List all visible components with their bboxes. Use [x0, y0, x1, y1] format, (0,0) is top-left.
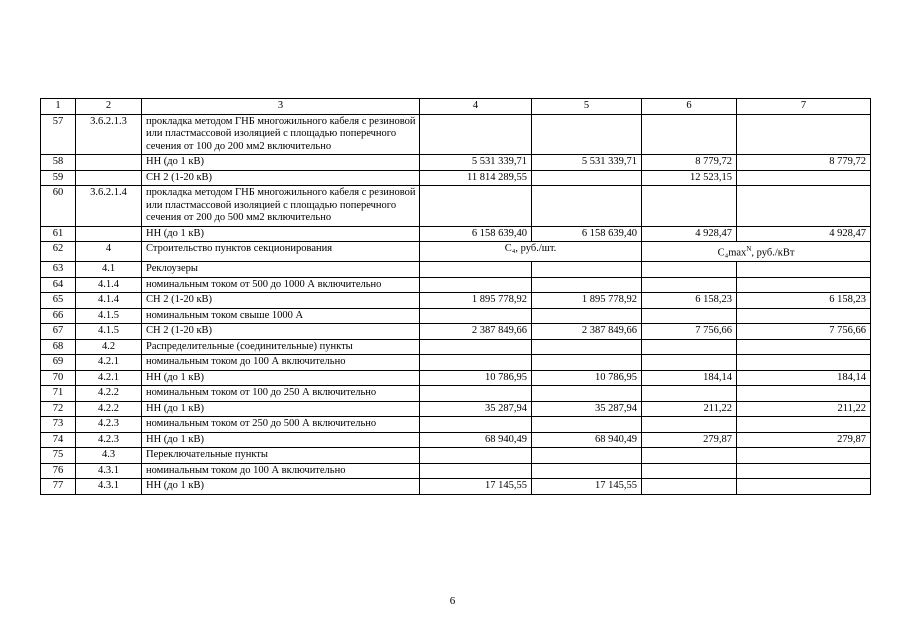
merged-unit-header-cell: C₄, руб./шт. — [420, 242, 642, 262]
table-row — [41, 463, 871, 479]
value-cell-col7: 6 158,23 — [737, 293, 871, 309]
row-number-cell: 60 — [41, 186, 76, 227]
description-cell: НН (до 1 кВ) — [142, 479, 420, 495]
table-row — [41, 226, 871, 242]
value-cell-col5 — [532, 417, 642, 433]
row-number-cell: 77 — [41, 479, 76, 495]
value-cell-col5 — [532, 308, 642, 324]
value-cell-col5: 17 145,55 — [532, 479, 642, 495]
value-cell-col4: 17 145,55 — [420, 479, 532, 495]
table-header-row — [41, 99, 871, 115]
item-code-cell: 3.6.2.1.4 — [76, 186, 142, 227]
row-number-cell: 69 — [41, 355, 76, 371]
value-cell-col4: 68 940,49 — [420, 432, 532, 448]
description-cell: номинальным током до 100 А включительно — [142, 355, 420, 371]
table-row — [41, 339, 871, 355]
value-cell-col4: 5 531 339,71 — [420, 155, 532, 171]
row-number-cell: 67 — [41, 324, 76, 340]
item-code-cell: 4.2.1 — [76, 355, 142, 371]
description-cell: НН (до 1 кВ) — [142, 370, 420, 386]
value-cell-col5: 10 786,95 — [532, 370, 642, 386]
value-cell-col6 — [642, 417, 737, 433]
description-cell: номинальным током от 500 до 1000 А включительно — [142, 277, 420, 293]
description-cell: номинальным током до 100 А включительно — [142, 463, 420, 479]
value-cell-col7: 7 756,66 — [737, 324, 871, 340]
row-number-cell: 65 — [41, 293, 76, 309]
description-cell: НН (до 1 кВ) — [142, 401, 420, 417]
row-number-cell: 71 — [41, 386, 76, 402]
value-cell-col7 — [737, 386, 871, 402]
table-row — [41, 324, 871, 340]
table-row — [41, 262, 871, 278]
unit-label-superscript: N — [746, 245, 752, 253]
value-cell-col5 — [532, 355, 642, 371]
description-cell: СН 2 (1-20 кВ) — [142, 293, 420, 309]
column-header: 7 — [737, 99, 871, 115]
value-cell-col6: 7 756,66 — [642, 324, 737, 340]
value-cell-col6 — [642, 277, 737, 293]
value-cell-col6 — [642, 463, 737, 479]
row-number-cell: 61 — [41, 226, 76, 242]
row-number-cell: 75 — [41, 448, 76, 464]
value-cell-col7 — [737, 170, 871, 186]
value-cell-col5: 68 940,49 — [532, 432, 642, 448]
value-cell-col6 — [642, 386, 737, 402]
table-row — [41, 186, 871, 227]
value-cell-col6 — [642, 308, 737, 324]
item-code-cell: 4.2.3 — [76, 417, 142, 433]
description-cell: СН 2 (1-20 кВ) — [142, 324, 420, 340]
value-cell-col7 — [737, 308, 871, 324]
column-header: 3 — [142, 99, 420, 115]
column-header: 4 — [420, 99, 532, 115]
value-cell-col4: 2 387 849,66 — [420, 324, 532, 340]
item-code-cell: 4.1 — [76, 262, 142, 278]
value-cell-col7 — [737, 114, 871, 155]
row-number-cell: 62 — [41, 242, 76, 262]
row-number-cell: 74 — [41, 432, 76, 448]
description-cell: НН (до 1 кВ) — [142, 432, 420, 448]
value-cell-col6: 211,22 — [642, 401, 737, 417]
item-code-cell: 4.2.3 — [76, 432, 142, 448]
description-cell: Распределительные (соединительные) пункты — [142, 339, 420, 355]
value-cell-col6 — [642, 479, 737, 495]
description-cell: номинальным током от 100 до 250 А включительно — [142, 386, 420, 402]
value-cell-col7 — [737, 448, 871, 464]
value-cell-col6 — [642, 448, 737, 464]
value-cell-col5 — [532, 277, 642, 293]
value-cell-col4 — [420, 355, 532, 371]
item-code-cell: 4.2.2 — [76, 386, 142, 402]
item-code-cell: 4.1.5 — [76, 324, 142, 340]
item-code-cell: 4.1.4 — [76, 277, 142, 293]
table-row — [41, 417, 871, 433]
row-number-cell: 68 — [41, 339, 76, 355]
table-row — [41, 155, 871, 171]
column-header: 5 — [532, 99, 642, 115]
description-cell: НН (до 1 кВ) — [142, 155, 420, 171]
description-cell: Строительство пунктов секционирования — [142, 242, 420, 262]
table-row — [41, 277, 871, 293]
value-cell-col5: 6 158 639,40 — [532, 226, 642, 242]
table-row — [41, 432, 871, 448]
table-row — [41, 370, 871, 386]
unit-label-main: C₄max — [717, 247, 747, 259]
description-cell: Переключательные пункты — [142, 448, 420, 464]
item-code-cell: 4.1.5 — [76, 308, 142, 324]
row-number-cell: 59 — [41, 170, 76, 186]
value-cell-col5 — [532, 339, 642, 355]
value-cell-col7: 4 928,47 — [737, 226, 871, 242]
value-cell-col4 — [420, 463, 532, 479]
page-number: 6 — [449, 595, 456, 607]
description-cell: номинальным током от 250 до 500 А включительно — [142, 417, 420, 433]
value-cell-col5: 35 287,94 — [532, 401, 642, 417]
value-cell-col4 — [420, 262, 532, 278]
value-cell-col6 — [642, 262, 737, 278]
row-number-cell: 66 — [41, 308, 76, 324]
value-cell-col7 — [737, 339, 871, 355]
column-header: 6 — [642, 99, 737, 115]
value-cell-col4: 11 814 289,55 — [420, 170, 532, 186]
row-number-cell: 70 — [41, 370, 76, 386]
item-code-cell — [76, 226, 142, 242]
description-cell: прокладка методом ГНБ многожильного кабеля с резиновой или пластмассовой изоляцией с площадью поперечного сечения от 200 до 500 мм2 включительно — [142, 186, 420, 227]
table-body — [41, 99, 871, 495]
value-cell-col6: 6 158,23 — [642, 293, 737, 309]
table-row — [41, 242, 871, 262]
unit-label-tail: , руб./кВт — [751, 247, 795, 259]
description-cell: Реклоузеры — [142, 262, 420, 278]
value-cell-col4: 1 895 778,92 — [420, 293, 532, 309]
item-code-cell: 4.2.2 — [76, 401, 142, 417]
item-code-cell: 4.2 — [76, 339, 142, 355]
item-code-cell: 4.3.1 — [76, 463, 142, 479]
table-row — [41, 293, 871, 309]
value-cell-col5 — [532, 114, 642, 155]
value-cell-col7 — [737, 417, 871, 433]
item-code-cell — [76, 170, 142, 186]
item-code-cell — [76, 155, 142, 171]
merged-unit-header-cell — [642, 242, 871, 262]
value-cell-col7 — [737, 479, 871, 495]
row-number-cell: 73 — [41, 417, 76, 433]
value-cell-col4 — [420, 448, 532, 464]
column-header: 2 — [76, 99, 142, 115]
value-cell-col5: 2 387 849,66 — [532, 324, 642, 340]
value-cell-col4: 10 786,95 — [420, 370, 532, 386]
column-header: 1 — [41, 99, 76, 115]
row-number-cell: 64 — [41, 277, 76, 293]
value-cell-col7 — [737, 463, 871, 479]
table-row — [41, 448, 871, 464]
value-cell-col4 — [420, 417, 532, 433]
value-cell-col4: 6 158 639,40 — [420, 226, 532, 242]
item-code-cell: 4.3.1 — [76, 479, 142, 495]
value-cell-col6 — [642, 355, 737, 371]
value-cell-col4 — [420, 339, 532, 355]
value-cell-col6 — [642, 114, 737, 155]
value-cell-col5 — [532, 463, 642, 479]
description-cell: номинальным током свыше 1000 А — [142, 308, 420, 324]
value-cell-col5 — [532, 186, 642, 227]
table-row — [41, 386, 871, 402]
value-cell-col7: 8 779,72 — [737, 155, 871, 171]
table-row — [41, 170, 871, 186]
value-cell-col6: 184,14 — [642, 370, 737, 386]
table-row — [41, 401, 871, 417]
value-cell-col4 — [420, 308, 532, 324]
description-cell: прокладка методом ГНБ многожильного кабеля с резиновой или пластмассовой изоляцией с площадью поперечного сечения от 100 до 200 мм2 включительно — [142, 114, 420, 155]
row-number-cell: 58 — [41, 155, 76, 171]
value-cell-col5 — [532, 262, 642, 278]
item-code-cell: 3.6.2.1.3 — [76, 114, 142, 155]
value-cell-col7 — [737, 277, 871, 293]
value-cell-col5 — [532, 448, 642, 464]
value-cell-col5: 5 531 339,71 — [532, 155, 642, 171]
row-number-cell: 76 — [41, 463, 76, 479]
item-code-cell: 4.1.4 — [76, 293, 142, 309]
value-cell-col6: 8 779,72 — [642, 155, 737, 171]
value-cell-col4 — [420, 386, 532, 402]
value-cell-col6: 4 928,47 — [642, 226, 737, 242]
value-cell-col4 — [420, 186, 532, 227]
value-cell-col7 — [737, 355, 871, 371]
value-cell-col6: 279,87 — [642, 432, 737, 448]
table-row — [41, 114, 871, 155]
item-code-cell: 4.3 — [76, 448, 142, 464]
value-cell-col7 — [737, 262, 871, 278]
value-cell-col4: 35 287,94 — [420, 401, 532, 417]
value-cell-col6 — [642, 186, 737, 227]
row-number-cell: 63 — [41, 262, 76, 278]
value-cell-col7: 279,87 — [737, 432, 871, 448]
value-cell-col7 — [737, 186, 871, 227]
value-cell-col6 — [642, 339, 737, 355]
description-cell: НН (до 1 кВ) — [142, 226, 420, 242]
value-cell-col7: 211,22 — [737, 401, 871, 417]
value-cell-col5 — [532, 170, 642, 186]
description-cell: СН 2 (1-20 кВ) — [142, 170, 420, 186]
table-row — [41, 355, 871, 371]
item-code-cell: 4.2.1 — [76, 370, 142, 386]
value-cell-col4 — [420, 114, 532, 155]
row-number-cell: 57 — [41, 114, 76, 155]
tariff-table — [40, 98, 871, 495]
value-cell-col5 — [532, 386, 642, 402]
table-row — [41, 308, 871, 324]
row-number-cell: 72 — [41, 401, 76, 417]
table-row — [41, 479, 871, 495]
value-cell-col5: 1 895 778,92 — [532, 293, 642, 309]
value-cell-col6: 12 523,15 — [642, 170, 737, 186]
value-cell-col7: 184,14 — [737, 370, 871, 386]
value-cell-col4 — [420, 277, 532, 293]
item-code-cell: 4 — [76, 242, 142, 262]
